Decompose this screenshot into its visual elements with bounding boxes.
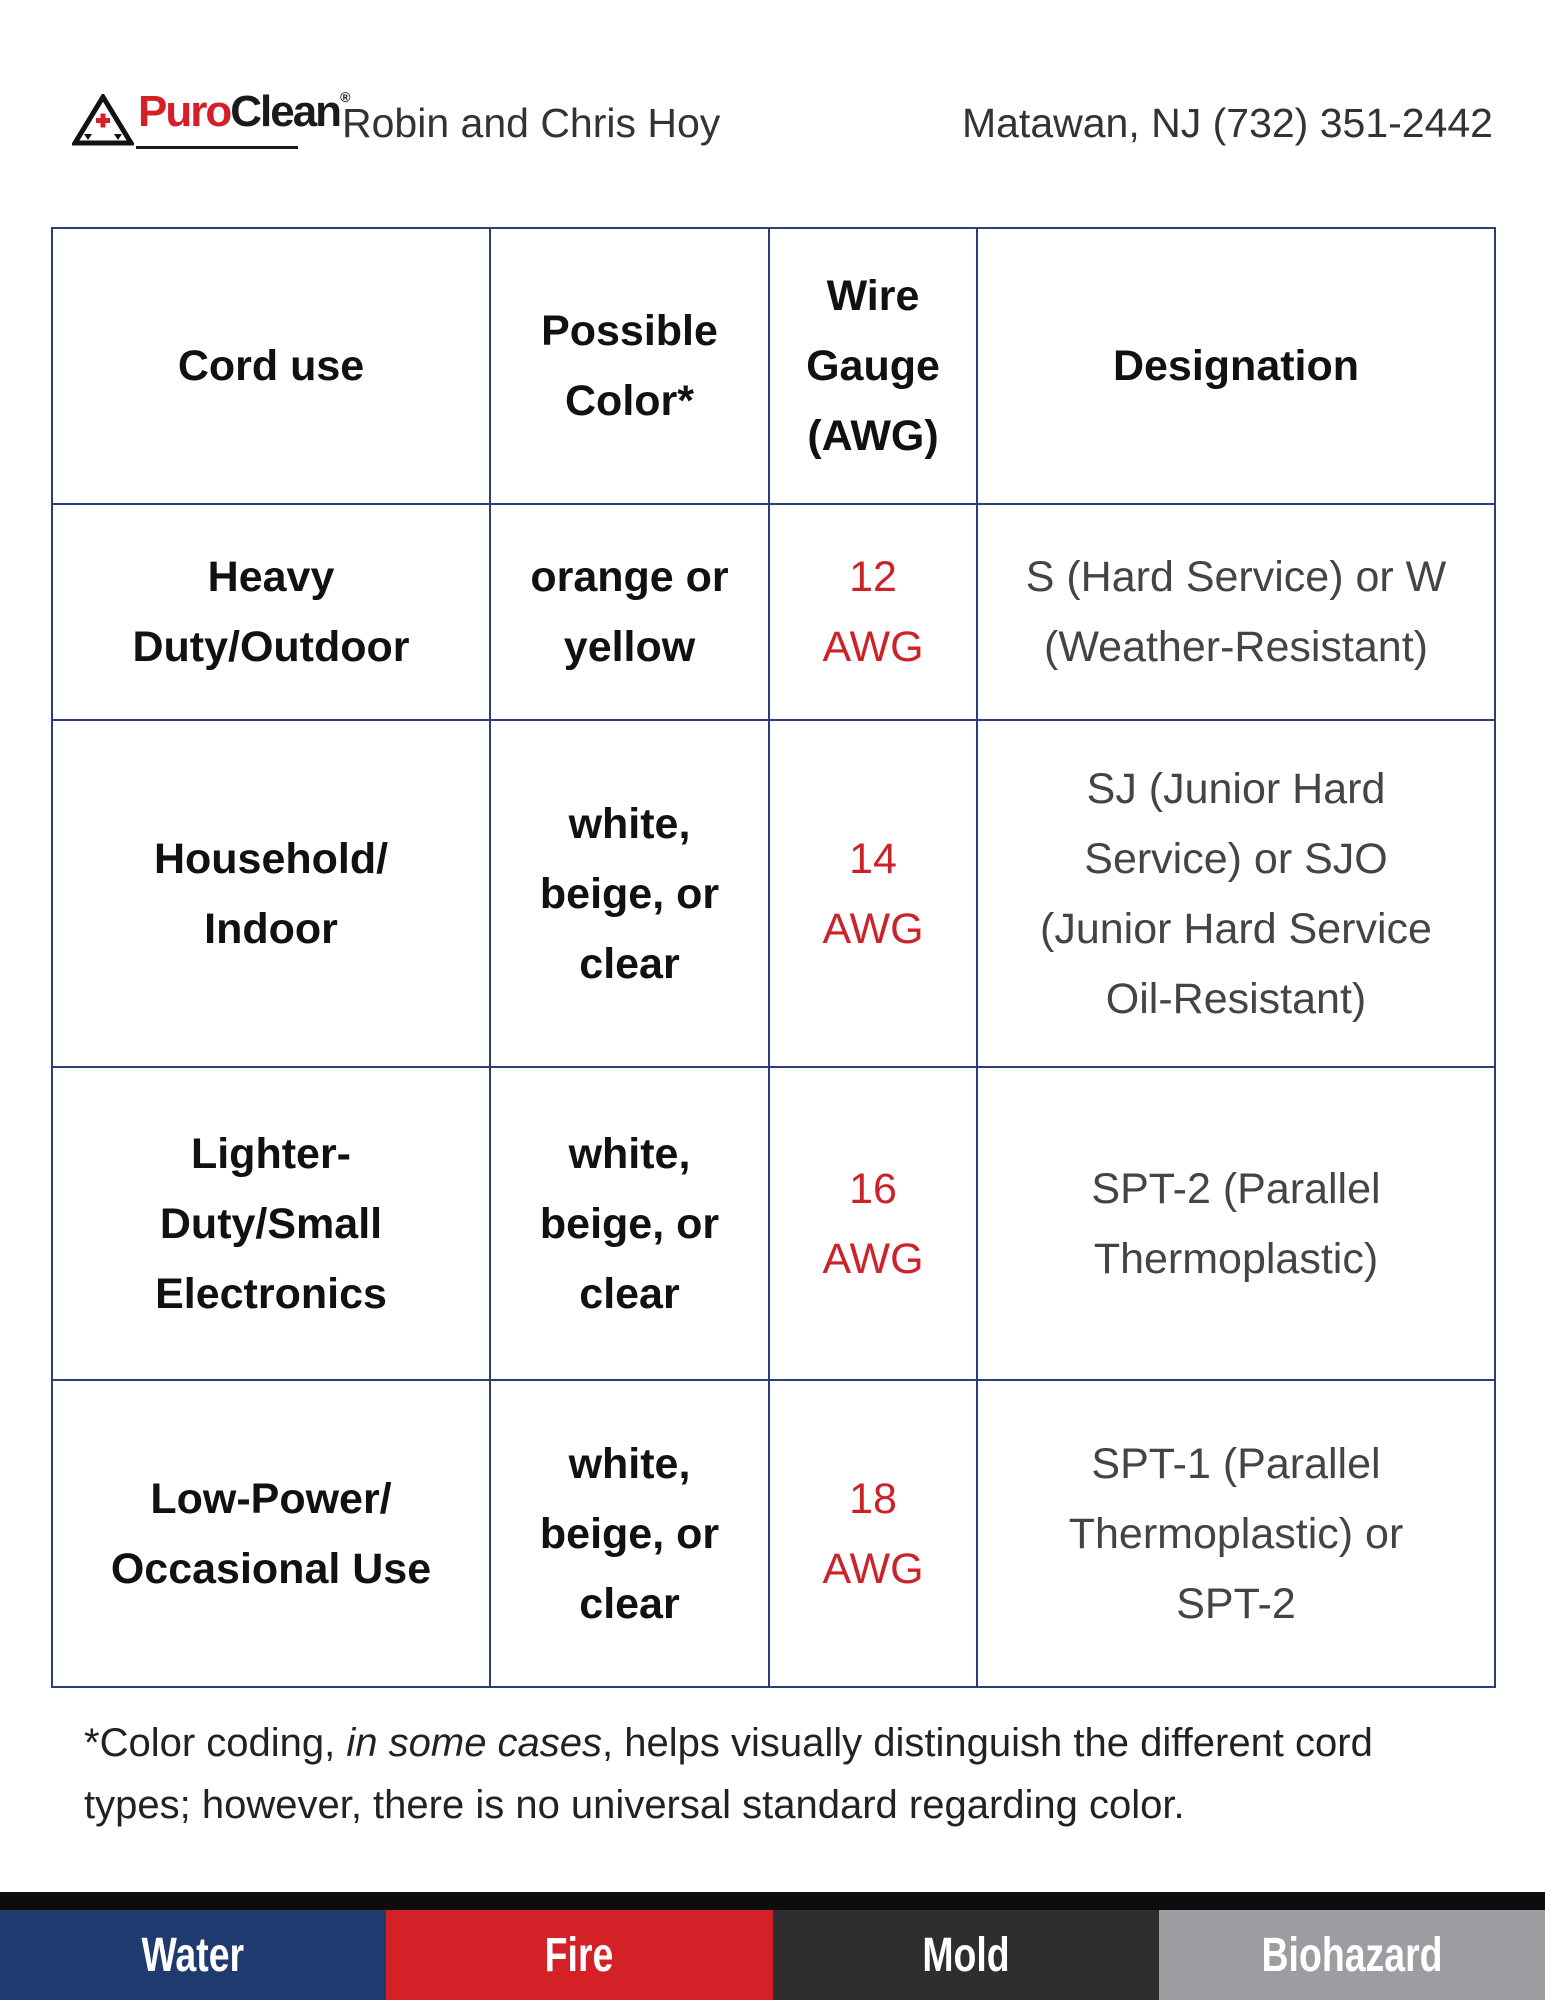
color-footnote (84, 1712, 1484, 1836)
cell-color: white, beige, or clear (490, 720, 769, 1067)
table-row (52, 1380, 1495, 1687)
owner-names: Robin and Chris Hoy (342, 100, 721, 146)
table-row (52, 1067, 1495, 1380)
footnote-text-start: *Color coding, (84, 1721, 347, 1765)
location-phone: Matawan, NJ (732) 351-2442 (961, 100, 1493, 146)
service-water: Water (0, 1910, 386, 2000)
cell-color: orange or yellow (490, 504, 769, 720)
cell-gauge: 18 AWG (769, 1380, 977, 1687)
footnote-text-end: , helps visually distinguish the different cord types; however, there is no universal standard regarding color. (84, 1721, 1373, 1827)
logo-clean: Clean (230, 87, 341, 136)
cell-cord-use: Household/ Indoor (52, 720, 490, 1067)
services-footer-bar (0, 1910, 1545, 2000)
cell-designation: SPT-2 (Parallel Thermoplastic) (977, 1067, 1495, 1380)
logo-underline (136, 146, 298, 149)
cell-gauge: 16 AWG (769, 1067, 977, 1380)
header-wire-gauge: Wire Gauge (AWG) (769, 228, 977, 504)
puroclean-triangle-icon (72, 94, 134, 146)
cell-cord-use: Low-Power/ Occasional Use (52, 1380, 490, 1687)
puroclean-logo (72, 87, 349, 156)
extension-cord-table (51, 227, 1496, 1688)
footnote-italic: in some cases (346, 1721, 603, 1765)
header-designation: Designation (977, 228, 1495, 504)
cell-gauge: 12 AWG (769, 504, 977, 720)
footer-divider (0, 1892, 1545, 1910)
service-fire: Fire (386, 1910, 772, 2000)
logo-puro: Puro (138, 87, 231, 136)
cell-cord-use: Lighter- Duty/Small Electronics (52, 1067, 490, 1380)
cell-designation: S (Hard Service) or W (Weather-Resistant) (977, 504, 1495, 720)
table-row (52, 504, 1495, 720)
cell-cord-use: Heavy Duty/Outdoor (52, 504, 490, 720)
service-mold: Mold (773, 1910, 1159, 2000)
logo-wordmark (138, 87, 349, 136)
table-header-row (52, 228, 1495, 504)
header-cord-use: Cord use (52, 228, 490, 504)
cell-color: white, beige, or clear (490, 1067, 769, 1380)
page-header (72, 88, 1493, 158)
cell-designation: SJ (Junior Hard Service) or SJO (Junior Hard Service Oil-Resistant) (977, 720, 1495, 1067)
cell-designation: SPT-1 (Parallel Thermoplastic) or SPT-2 (977, 1380, 1495, 1687)
table-row (52, 720, 1495, 1067)
header-possible-color: Possible Color* (490, 228, 769, 504)
cell-gauge: 14 AWG (769, 720, 977, 1067)
cell-color: white, beige, or clear (490, 1380, 769, 1687)
logo-registered-mark: ® (340, 89, 349, 105)
service-biohazard: Biohazard (1159, 1910, 1545, 2000)
